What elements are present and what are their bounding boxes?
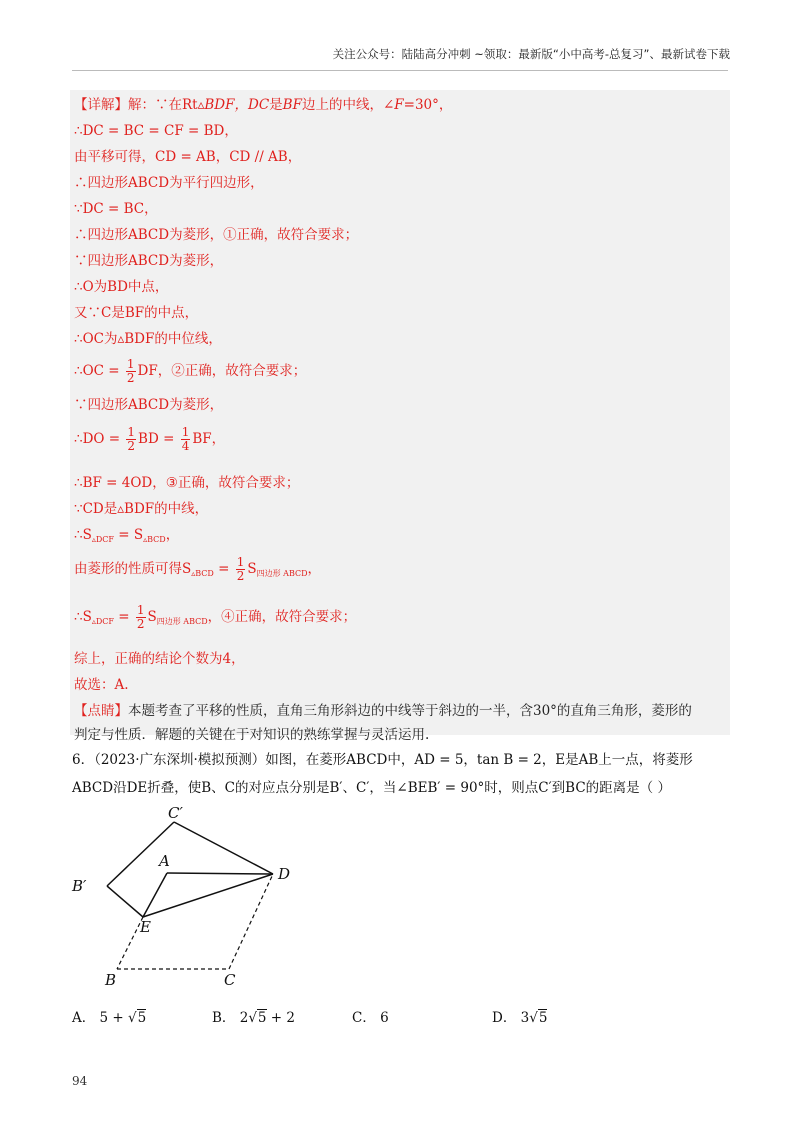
- segment-a-d: [167, 873, 273, 874]
- solution-line-2: ∴DC = BC = CF = BD，: [74, 123, 238, 139]
- page-header: 关注公众号：陆陆高分冲刺 ~领取：最新版“小中高考-总复习”、最新试卷下载: [332, 47, 730, 61]
- solution-line-1: 【详解】解：∵在Rt▵BDF，DC是BF边上的中线，∠F=30°，: [74, 97, 453, 113]
- label-b: B: [105, 971, 117, 989]
- label-b-prime: B′: [72, 877, 87, 895]
- header-divider: [72, 70, 728, 71]
- fold-figure: [60, 800, 320, 1000]
- option-b[interactable]: B． 2√5 + 2: [212, 1010, 295, 1026]
- solution-line-14: ∴BF = 4OD，③正确，故符合要求；: [74, 475, 300, 491]
- label-a: A: [159, 852, 170, 870]
- fraction-one-half: $\frac{1}{2}$: [136, 603, 145, 631]
- question-line-1: 6．（2023·广东深圳·模拟预测）如图，在菱形ABCD中，AD = 5，tan B = 2，E是AB上一点，将菱形: [72, 752, 693, 768]
- sqrt-icon: √: [248, 1010, 257, 1026]
- solution-box: [70, 90, 730, 743]
- label-d: D: [278, 865, 291, 883]
- solution-line-5: ∵DC = BC，: [74, 201, 158, 217]
- solution-line-6: ∴四边形ABCD为菱形，①正确，故符合要求；: [74, 227, 359, 243]
- fraction-one-half: $\frac{1}{2}$: [236, 555, 245, 583]
- solution-line-13: ∴DO = $\frac{1}{2}$ BD = $\frac{1}{4}$ BF，: [74, 425, 226, 453]
- solution-line-4: ∴四边形ABCD为平行四边形，: [74, 175, 264, 191]
- solution-line-18: $\therefore S_{▵DCF}$ = $\frac{1}{2}$ $S_{四边形 ABCD}$，④正确，故符合要求；: [74, 603, 357, 631]
- option-a[interactable]: A． 5 + √5: [72, 1010, 147, 1026]
- solution-line-16: $\therefore S_{▵DCF} = S_{▵BCD}$，: [74, 527, 180, 544]
- comment-line-1: 【点睛】本题考查了平移的性质，直角三角形斜边的中线等于斜边的一半，含30°的直角三角形，菱形的: [74, 703, 692, 719]
- segment-c-d-dashed: [229, 874, 273, 969]
- solution-line-11: ∴OC = $\frac{1}{2}$ DF，②正确，故符合要求；: [74, 357, 307, 385]
- geometry-diagram: [60, 800, 320, 1000]
- solution-line-19: 综上，正确的结论个数为4，: [74, 651, 245, 667]
- segment-bprime-e: [107, 886, 143, 917]
- triangle-icon: ▵: [197, 97, 205, 113]
- solution-line-7: ∵四边形ABCD为菱形，: [74, 253, 224, 269]
- option-d[interactable]: D． 3√5: [492, 1010, 548, 1026]
- solution-line-17: 由菱形的性质可得$S_{▵BCD}$ = $\frac{1}{2}$ $S_{四边形 ABCD}$，: [74, 555, 322, 583]
- solution-line-8: ∴O为BD中点，: [74, 279, 169, 295]
- label-c: C: [224, 971, 236, 989]
- fraction-one-half: $\frac{1}{2}$: [127, 425, 136, 453]
- sqrt-icon: √: [529, 1010, 538, 1026]
- solution-line-20: 故选：A.: [74, 677, 129, 693]
- label-c-prime: C′: [168, 804, 183, 822]
- page-number: 94: [72, 1074, 88, 1088]
- solution-line-15: ∵CD是▵BDF的中线，: [74, 501, 209, 517]
- option-c[interactable]: C． 6: [352, 1010, 389, 1026]
- comment-line-2: 判定与性质．解题的关键在于对知识的熟练掌握与灵活运用.: [74, 727, 430, 743]
- label-e: E: [140, 918, 151, 936]
- detail-tag: 【详解】: [74, 97, 128, 113]
- comment-tag: 【点睛】: [74, 703, 128, 719]
- fraction-one-half: $\frac{1}{2}$: [126, 357, 135, 385]
- solution-line-12: ∵四边形ABCD为菱形，: [74, 397, 224, 413]
- solution-line-10: ∴OC为▵BDF的中位线，: [74, 331, 222, 347]
- question-6: [72, 746, 732, 802]
- solution-line-3: 由平移可得，CD = AB，CD // AB，: [74, 149, 302, 165]
- fraction-one-quarter: $\frac{1}{4}$: [181, 425, 190, 453]
- segment-cprime-d: [174, 822, 273, 874]
- solution-line-9: 又∵C是BF的中点，: [74, 305, 199, 321]
- sqrt-icon: √: [128, 1010, 137, 1026]
- question-line-2: ABCD沿DE折叠，使B、C的对应点分别是B′、C′，当∠BEB′ = 90°时，则点C′到BC的距离是（ ）: [72, 780, 671, 796]
